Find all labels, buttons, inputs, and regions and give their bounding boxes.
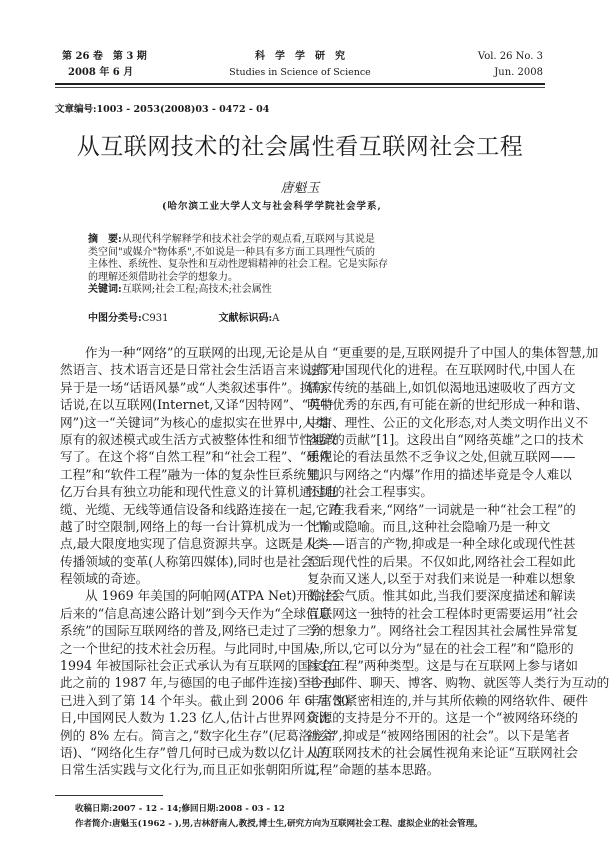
- classification: [88, 309, 279, 324]
- body-text-line: 传播领域的变革(人称第四媒体),同时也是社会工: [60, 553, 326, 569]
- body-text-line: 从 1969 年美国的阿帕网(ATPA Net)开始,经: [85, 588, 339, 604]
- body-text-line: 例的 8% 左右。简言之,“数字化生存”(尼葛洛庞帝: [60, 727, 337, 743]
- abstract-line: 主体性、系统性、复杂性和互动性逻辑精神的社会工程。它是实际存: [88, 259, 388, 270]
- author-name: 唐魁玉: [280, 181, 320, 196]
- body-text-line: 日,中国网民人数为 1.23 亿人,估计占世界网众比: [60, 710, 331, 726]
- body-text-line: 儒家传统的基础上,如饥似渴地迅速吸收了西方文: [307, 379, 576, 395]
- header-rule-thin: [55, 87, 545, 88]
- volume-en: Vol. 26 No. 3: [477, 51, 543, 62]
- body-text-line: 网”)这一“关键词”为核心的虚拟实在世界中,人类: [60, 414, 328, 430]
- keywords: [88, 284, 272, 297]
- keywords-label: 关键词:: [88, 284, 122, 295]
- body-text-line: 电子邮件、聊天、博客、购物、就医等人类行为互动的: [307, 675, 609, 691]
- body-right-column: [307, 344, 609, 779]
- body-text-line: 然语言、技术语言还是日常社会生活语言来说,都无: [60, 362, 342, 378]
- body-text-line: 知识与网络之“内爆”作用的描述毕竟是令人难以: [307, 466, 572, 482]
- body-text-line: 之一个世纪的技术社会历程。与此同时,中国从: [60, 640, 316, 656]
- body-text-line: 此之前的 1987 年,与德国的电子邮件连接)至今也: [60, 675, 336, 691]
- body-text-line: 点,最大限度地实现了信息资源共享。这既是人类: [60, 536, 329, 552]
- abstract-label: 摘 要:: [88, 234, 122, 245]
- keywords-value: 互联网;社会工程;高技术;社会属性: [121, 284, 272, 295]
- body-text-line: 系统”的国际互联网络的普及,网络已走过了三分: [60, 623, 323, 639]
- body-text-line: 后来的“信息高速公路计划”到今天作为“全球信息: [60, 605, 332, 621]
- clc-value: C931: [141, 313, 169, 324]
- abstract: [88, 234, 388, 284]
- body-text-line: 亿万台具有独立功能和现代性意义的计算机通过电: [60, 484, 338, 500]
- body-text-line: 的社会气质。惟其如此,当我们要深度描述和解读: [307, 588, 576, 604]
- body-text-line: 互联网这一独特的社会工程体时更需要运用“社会: [307, 605, 578, 621]
- body-text-line: 从互联网技术的社会属性视角来论证“互联网社会: [307, 744, 578, 760]
- body-text-line: 中庸、理性、公正的文化形态,对人类文明作出义不: [307, 414, 589, 430]
- abstract-line: 从现代科学解释学和技术社会学的观点看,互联网与其说是: [121, 234, 375, 245]
- body-text-line: 明中优秀的东西,有可能在新的世纪形成一种和谐、: [307, 397, 589, 413]
- body-text-line: 社会”,抑或是“被网络围困的社会”。以下是笔者: [307, 727, 570, 743]
- clc-label: 中图分类号:: [88, 313, 142, 324]
- abstract-line: 的理解还须借助社会学的想象力。: [88, 271, 238, 283]
- body-text-line: 日常生活实践与文化行为,而且正如张朝阳所说,: [60, 762, 320, 778]
- body-text-line: 丰富性紧密相连的,并与其所依赖的网络软件、硬件: [307, 692, 589, 708]
- paper-title: 从互联网技术的社会属性看互联网社会工程: [76, 134, 524, 160]
- body-text-line: “更重要的是,互联网提升了中国人的集体智慧,加: [332, 345, 599, 360]
- body-text-line: 越了时空限制,网络上的每一台计算机成为一个节: [60, 518, 329, 534]
- issue-date-en: Jun. 2008: [494, 67, 543, 78]
- body-text-line: 异于是一场“话语风暴”或“人类叙述事件”。换句: [60, 379, 326, 395]
- volume-issue: 第 26 卷 第 3 期: [62, 51, 147, 62]
- footnote-rule: [55, 795, 163, 796]
- body-text-line: 话说,在以互联网(Internet,又译“因特网”、“英特: [60, 397, 334, 413]
- body-text-line: 复杂而又迷人,以至于对我们来说是一种难以想象: [307, 571, 576, 587]
- body-text-line: 语)、“网络化生存”曾几何时已成为数以亿计人的: [60, 744, 330, 760]
- body-text-line: 1994 年被国际社会正式承认为有互联网的国家(在: [60, 658, 341, 674]
- doc-code-value: A: [272, 313, 280, 324]
- body-text-line: 写了。在这个将“自然工程”和“社会工程”、“硬件: [60, 449, 332, 465]
- body-text-line: 速了中国现代化的进程。在互联网时代,中国人在: [307, 362, 576, 378]
- affiliation: (哈尔滨工业大学人文与社会科学学院社会学系,: [162, 201, 382, 212]
- body-text-line: 容辞的贡献”[1]。这段出自“网络英雄”之口的技术: [307, 431, 584, 447]
- abstract-line: 类空间"或媒介"物体系",不如说是一种具有多方面工具理性气质的: [88, 246, 375, 258]
- body-text-line: 缆、光缆、无线等通信设备和线路连接在一起,它跨: [60, 501, 342, 517]
- header-rule: [55, 83, 545, 85]
- body-text-line: 化——语言的产物,抑或是一种全球化或现代性甚: [307, 536, 576, 552]
- body-text-line: 资源的支持是分不开的。这是一个“被网络环绕的: [307, 710, 578, 726]
- body-text-line: 学的想象力”。网络社会工程因其社会属性异常复: [307, 623, 578, 639]
- body-text-line: 怀疑的社会工程事实。: [307, 484, 433, 500]
- body-text-line: 杂,所以,它可以分为“显在的社会工程”和“隐形的: [307, 640, 574, 656]
- journal-name-en: Studies in Science of Science: [229, 67, 371, 78]
- body-text-line: 在我看来,“网络”一词就是一种“社会工程”的: [332, 501, 576, 517]
- doc-code-label: 文献标识码:: [218, 313, 273, 324]
- article-number: 文章编号:1003 - 2053(2008)03 - 0472 - 04: [55, 104, 270, 115]
- author-bio: 作者简介:唐魁玉(1962 - ),男,吉林舒南人,教授,博士生,研究方向为互联网社会工程、虚拟企业的社会管理。: [75, 819, 483, 829]
- issue-date-cn: 2008 年 6 月: [68, 67, 134, 78]
- body-left-column: [60, 344, 350, 779]
- body-text-line: 社会工程”两种类型。这是与在互联网上参与诸如: [307, 658, 578, 674]
- body-text-line: 乐观论的看法虽然不乏争议之处,但就互联网——: [307, 449, 576, 465]
- received-date: 收稿日期:2007 - 12 - 14;修回日期:2008 - 03 - 12: [75, 804, 285, 814]
- body-text-line: 比喻或隐喻。而且,这种社会隐喻乃是一种文: [307, 518, 551, 534]
- body-text-line: 程领域的奇迹。: [60, 571, 149, 587]
- body-text-line: 原有的叙述模式或生活方式被整体性和细节性地改: [60, 431, 338, 447]
- journal-name-cn: 科 学 学 研 究: [255, 51, 345, 62]
- body-text-line: 已进入到了第 14 个年头。截止到 2006 年 6 月 30: [60, 692, 350, 708]
- body-text-line: 工程”和“软件工程”融为一体的复杂性巨系统里,: [60, 466, 323, 482]
- body-text-line: 作为一种“网络”的互联网的出现,无论是从自: [85, 345, 329, 360]
- body-text-line: 至后现代性的后果。不仅如此,网络社会工程如此: [307, 553, 576, 569]
- body-text-line: 工程”命题的基本思路。: [307, 762, 440, 778]
